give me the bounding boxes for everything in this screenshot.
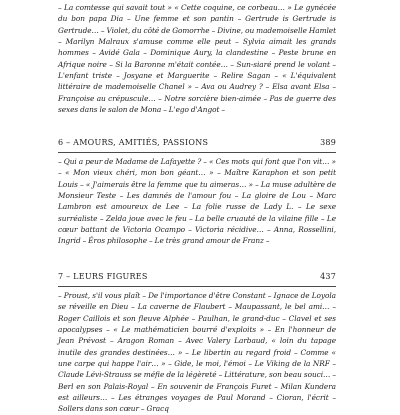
- section-heading: [58, 138, 336, 150]
- contents-section: [58, 290, 336, 415]
- contents-entries: – La comtesse qui savait tout » « Cette coquine, ce corbeau… » Le gynécée du bon papa Dia – Une femme et son pantin – Gertrude is Gertrude is Gertrude… – Violet, du côté de Gomorrhe – Divine, ou mademoiselle Hamlet – Marilyn Malraux s'amuse comme elle peut – Sylvia aimait les grands hommes – Avidé Gala – Dominique Aury, la clandestine – Peste brune en Afrique noire – Si la Baronne m'était contée… – Sun-siaré prend le volant – L'enfant triste – Josyane et Marguerite – Relire Sagan – « L'équivalent littéraire de mademoiselle Chanel » – Ava ou Audrey ? – Elsa avant Elsa – Françoise au crépuscule… – Notre sorcière bien-aimée – Pas de guerre des sexes dans le salon de Mona – L'ego d'Angot –: [58, 3, 336, 115]
- section-page-number: 389: [320, 138, 336, 147]
- contents-section: [58, 156, 336, 247]
- section-page-number: 437: [320, 272, 336, 281]
- book-page: [58, 0, 336, 414]
- section-title: 6 – AMOURS, AMITIÉS, PASSIONS: [58, 138, 209, 147]
- contents-entries: – Proust, s'il vous plaît – De l'importance d'être Constant – Ignace de Loyola se réveille en Dieu – La caverne de Flaubert – Maupassant, le bel ami… – Roger Caillois et son fleuve Alphée – Paulhan, le grand-duc – Clavel et ses apocalypses – « Le mathématicien bourré d'exploits » – En l'honneur de Jean Prévost – Aragon Roman – Avec Valery Larbaud, « loin du tapage inutile des grandes destinées… » – Le libertin au regard froid – Comme « une carpe qui happe l'air… » – Gide, le moi, l'émoi – Le Viking de la NRF – Claude Lévi-Strauss se méfie de la légèreté – Littérature, son beau souci… – Berl en son Palais-Royal – En souvenir de François Furet – Milan Kundera est ailleurs… – Les étranges voyages de Paul Morand – Cioran, l'écrit – Sollers dans son cœur – Gracq: [58, 291, 336, 414]
- heading-rule: [58, 152, 336, 153]
- section-title: 7 – LEURS FIGURES: [58, 272, 148, 281]
- contents-entries: – Qui a peur de Madame de Lafayette ? – « Ces mots qui font que l'on vit… » – « Mon vieux chéri, mon bon géant… » – Maître Karaphon et son petit Louis – « J'aimerais être la femme que tu aimeras… » – La muse adultère de Monsieur Teste – Les damnés de l'amour fou – La gloire de Lou – Marc Lambron est amoureux de Lee – La folie russe de Lady L. – Le sexe surréaliste – Zelda joue avec le feu – La belle cruauté de la vilaine fille – Le cœur battant de Victoria Ocampo – Victoria récidive… – Anna, Rossellini, Ingrid – Éros philosophe – Le très grand amour de Franz –: [58, 157, 336, 246]
- contents-section-continued: [58, 2, 336, 115]
- section-heading: [58, 272, 336, 284]
- heading-rule: [58, 286, 336, 287]
